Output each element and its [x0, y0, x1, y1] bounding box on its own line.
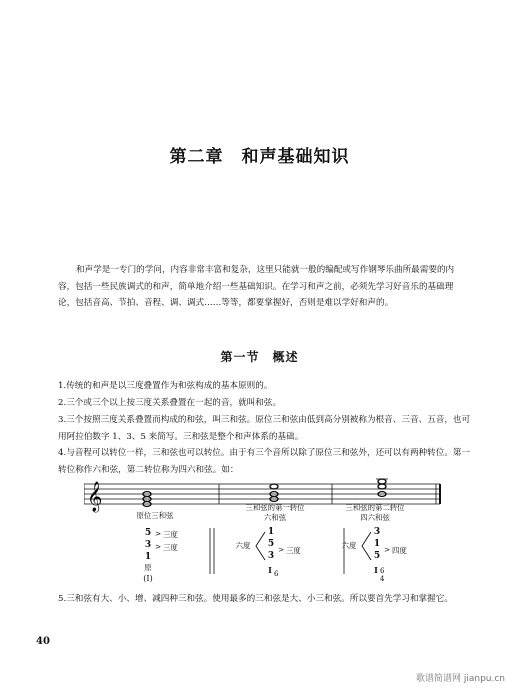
greater-than-sign: > [155, 542, 162, 551]
root-number: 1 [144, 552, 152, 562]
side-interval-label: 六度 [235, 541, 251, 550]
chord-symbol-figure-bottom: 4 [380, 575, 385, 583]
page-number: 40 [36, 636, 50, 647]
watermark: 歌谱简谱网 jianpu.cn [415, 674, 505, 684]
root-number: 5 [144, 528, 152, 538]
list-item: 3.三个按照三度关系叠置而构成的和弦，叫三和弦。原位三和弦由低到高分别被称为根音、三音、五音，也可用阿拉伯数字 1、3、5 来简写。三和弦是整个和声体系的基础。 [58, 415, 471, 442]
list-item: 4.与音程可以转位一样，三和弦也可以转位。由于有三个音所以除了原位三和弦外，还可以有两种转位。第一转位称作六和弦，第二转位称为四六和弦。如： [58, 448, 471, 475]
label-first-inversion: 三和弦的第一转位 [245, 503, 305, 512]
section-title: 第一节 概述 [220, 350, 299, 364]
root-symbol: (Ⅰ) [143, 574, 153, 583]
treble-clef-icon: 𝄞 [87, 482, 103, 512]
interval-label: 三度 [286, 546, 301, 555]
inversion-number: 3 [267, 551, 275, 561]
inversion-number: 1 [267, 527, 275, 537]
root-number: 3 [144, 540, 152, 550]
figure-dividers [200, 526, 460, 586]
intro-paragraph: 和声学是一专门的学问，内容非常丰富和复杂，这里只能就一般的编配或写作钢琴乐曲所最需要的内容，包括一些民族调式的和声，简单地介绍一些基础知识。在学习和声之前，必须先学习好音乐的基础理论，包括音高、节拍、音程、调、调式……等等，都要掌握好，否则是难以学好和声的。 [58, 265, 455, 308]
chapter-title: 第二章 和声基础知识 [169, 147, 350, 167]
list-item: 2.三个或三个以上按三度关系叠置在一起的音，就叫和弦。 [58, 398, 282, 408]
label-root-position: 原位三和弦 [136, 511, 174, 520]
chord-symbol: Ⅰ [374, 565, 378, 575]
chord-symbol-figure: 6 [274, 570, 279, 578]
chord-symbol-figure-top: 6 [380, 567, 385, 575]
interval-label: 三度 [163, 543, 178, 552]
list-item: 5.三和弦有大、小、增、减四种三和弦。使用最多的三和弦是大、小三和弦。所以要首先学习和掌握它。 [58, 594, 453, 604]
label-six-four-chord: 四六和弦 [360, 513, 390, 522]
greater-than-sign: > [155, 529, 162, 538]
interval-label: 四度 [392, 546, 407, 555]
greater-than-sign: > [384, 545, 391, 554]
inversion-number: 1 [373, 539, 381, 549]
chord-symbol: Ⅰ [268, 565, 272, 575]
side-interval-label: 六度 [341, 541, 357, 550]
inversion-number: 3 [373, 527, 381, 537]
label-second-inversion: 三和弦的第二转位 [345, 503, 405, 512]
interval-label: 三度 [163, 530, 178, 539]
list-item: 1.传统的和声是以三度叠置作为和弦构成的基本原则的。 [58, 381, 273, 391]
label-six-chord: 六和弦 [263, 513, 287, 522]
inversion-number: 5 [267, 539, 275, 549]
inversion-number: 5 [373, 551, 381, 561]
greater-than-sign: > [278, 545, 285, 554]
root-caption: 原 [144, 563, 152, 572]
